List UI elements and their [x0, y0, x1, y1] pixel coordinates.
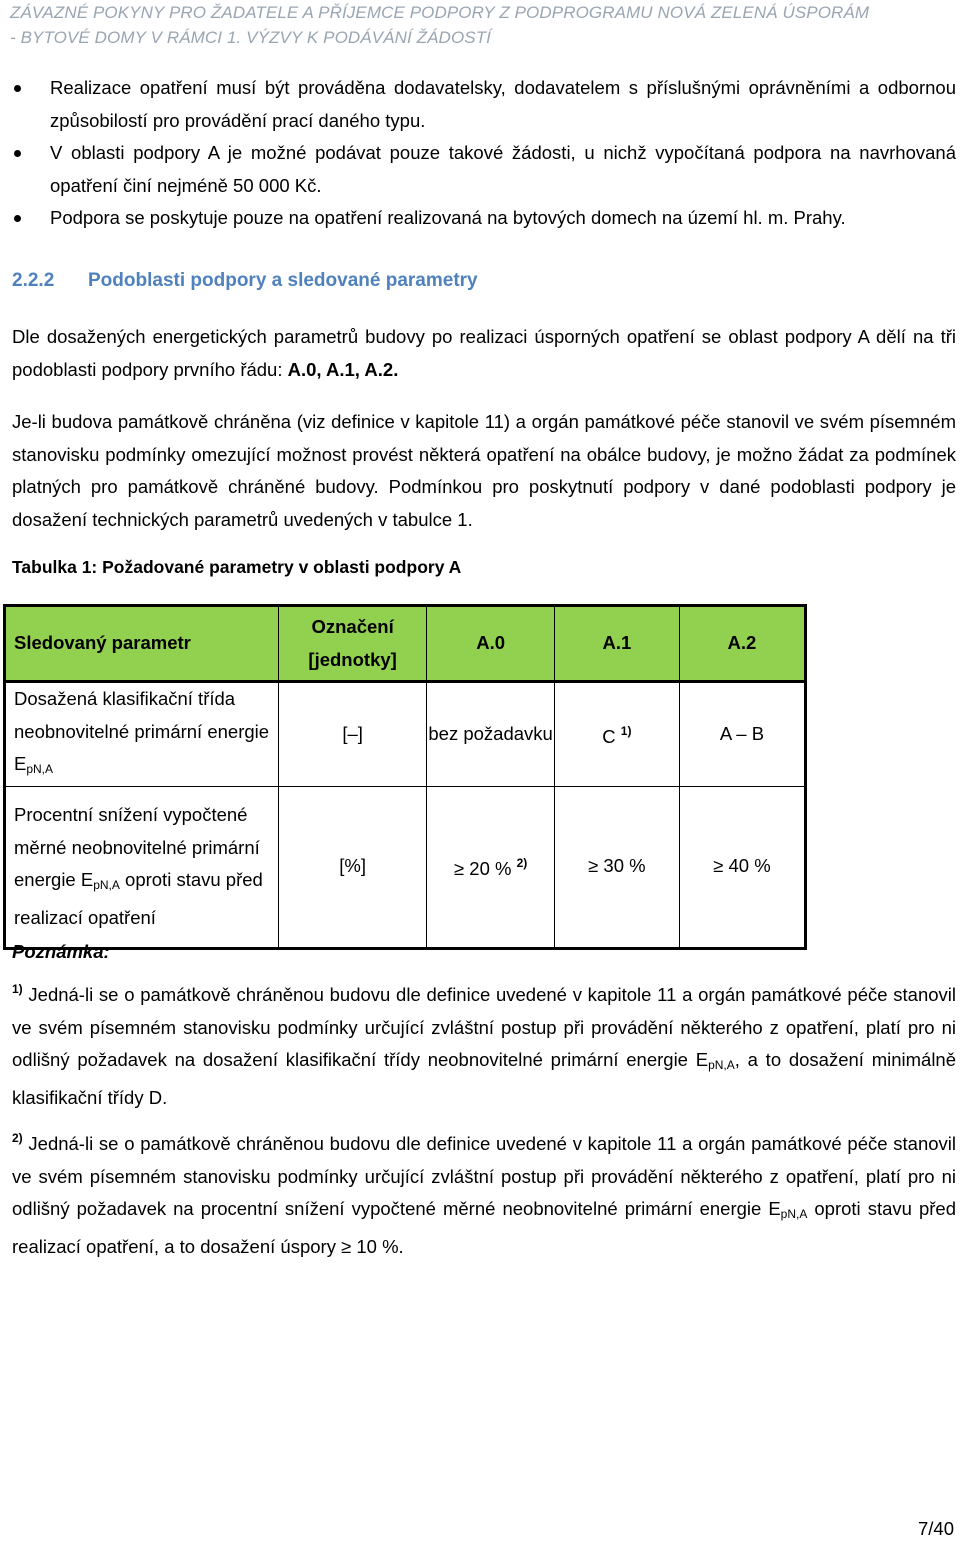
header-a2: A.2 [679, 606, 805, 682]
footnote-text-continued: oproti stavu před realizací opatření, a to dosažení úspory ≥ 10 %. [12, 1198, 956, 1257]
param-text-continued: oproti stavu před realizací opatření [14, 869, 263, 928]
header-line-2: - BYTOVÉ DOMY V RÁMCI 1. VÝZVY K PODÁVÁNÍ ŽÁDOSTÍ [10, 28, 492, 47]
footnote-subscript: pN,A [780, 1207, 808, 1221]
table-row [5, 786, 806, 948]
param-subscript: pN,A [26, 762, 54, 776]
page-number: 7/40 [917, 1518, 954, 1539]
section-title: Podoblasti podpory a sledované parametry [88, 270, 478, 291]
document-header [10, 0, 955, 50]
cell-a0: bez požadavku [427, 682, 554, 787]
footnote-text: Jedná-li se o památkově chráněnou budovu dle definice uvedené v kapitole 11 a orgán památkové péče stanovil ve svém písemném stanovisku podmínky určující zvláštní postup při provádění některého z opatření, platí pro ni odlišný požadavek na procentní snížení vypočtené měrné neobnovitelné primární energie E [12, 1133, 956, 1219]
footnote-text-continued: , a to dosažení minimálně klasifikační třídy D. [12, 1049, 957, 1108]
cell-param [5, 682, 279, 787]
requirements-list [10, 72, 956, 235]
section-heading [12, 270, 478, 292]
parameters-table [3, 604, 807, 950]
cell-a2: ≥ 40 % [679, 786, 805, 948]
table-caption: Tabulka 1: Požadované parametry v oblasti podpory A [12, 557, 462, 577]
list-item: V oblasti podpory A je možné podávat pouze takové žádosti, u nichž vypočítaná podpora na navrhovaná opatření činí nejméně 50 000 Kč. [10, 137, 956, 202]
footnote-mark: 2) [12, 1131, 23, 1145]
table-row [5, 682, 806, 787]
section-number: 2.2.2 [12, 270, 55, 291]
footnote-mark: 1) [620, 724, 632, 738]
paragraph-heritage: Je-li budova památkově chráněna (viz definice v kapitole 11) a orgán památkové péče stanovil ve svém písemném stanovisku podmínky omezující možnost provést některá opatření na obálce budovy, je možno žádat za podmínek platných pro památkově chráněné budovy. Podmínkou pro poskytnutí podpory v dané podoblasti podpory je dosažení technických parametrů uvedených v tabulce 1. [12, 411, 956, 530]
footnote-1 [12, 973, 956, 1114]
footnote-mark: 2) [516, 856, 528, 871]
cell-a2: A – B [679, 682, 805, 787]
cell-a1: ≥ 30 % [554, 786, 679, 948]
param-text: Dosažená klasifikační třída neobnovitelné primární energie E [14, 688, 270, 774]
footnote-mark: 1) [12, 982, 23, 996]
note-label: Poznámka: [12, 941, 110, 962]
paragraph-text: Dle dosažených energetických parametrů budovy po realizaci úsporných opatření se oblast podpory A dělí na tři podoblasti podpory prvního řádu: [12, 326, 956, 380]
footnote-text: Jedná-li se o památkově chráněnou budovu dle definice uvedené v kapitole 11 a orgán památkové péče stanovil ve svém písemném stanovisku podmínky určující zvláštní postup při provádění některého z opatření, platí pro ni odlišný požadavek na dosažení klasifikační třídy neobnovitelné primární energie E [12, 984, 956, 1070]
header-param: Sledovaný parametr [5, 606, 279, 682]
paragraph-subareas [12, 321, 956, 386]
header-a1: A.1 [554, 606, 679, 682]
footnote-2 [12, 1122, 956, 1263]
cell-param [5, 786, 279, 948]
cell-a1 [554, 682, 679, 787]
cell-a0 [427, 786, 554, 948]
a1-value: C [602, 726, 616, 747]
header-line-1: ZÁVAZNÉ POKYNY PRO ŽADATELE A PŘÍJEMCE PODPORY Z PODPROGRAMU NOVÁ ZELENÁ ÚSPORÁM [10, 3, 870, 22]
subarea-codes: A.0, A.1, A.2. [287, 358, 399, 380]
list-item: Podpora se poskytuje pouze na opatření realizovaná na bytových domech na území hl. m. Prahy. [10, 202, 956, 235]
a0-value: ≥ 20 % [453, 858, 512, 880]
cell-unit: [–] [278, 682, 427, 787]
param-text: Procentní snížení vypočtené měrné neobnovitelné primární energie E [14, 804, 260, 890]
cell-unit: [%] [278, 786, 427, 948]
header-a0: A.0 [427, 606, 554, 682]
list-item: Realizace opatření musí být prováděna dodavatelsky, dodavatelem s příslušnými oprávněními a odbornou způsobilostí pro provádění prací daného typu. [10, 72, 956, 137]
header-unit: Označení [jednotky] [278, 606, 427, 682]
param-subscript: pN,A [93, 878, 120, 892]
table-header-row [5, 606, 806, 682]
footnote-subscript: pN,A [708, 1058, 735, 1072]
